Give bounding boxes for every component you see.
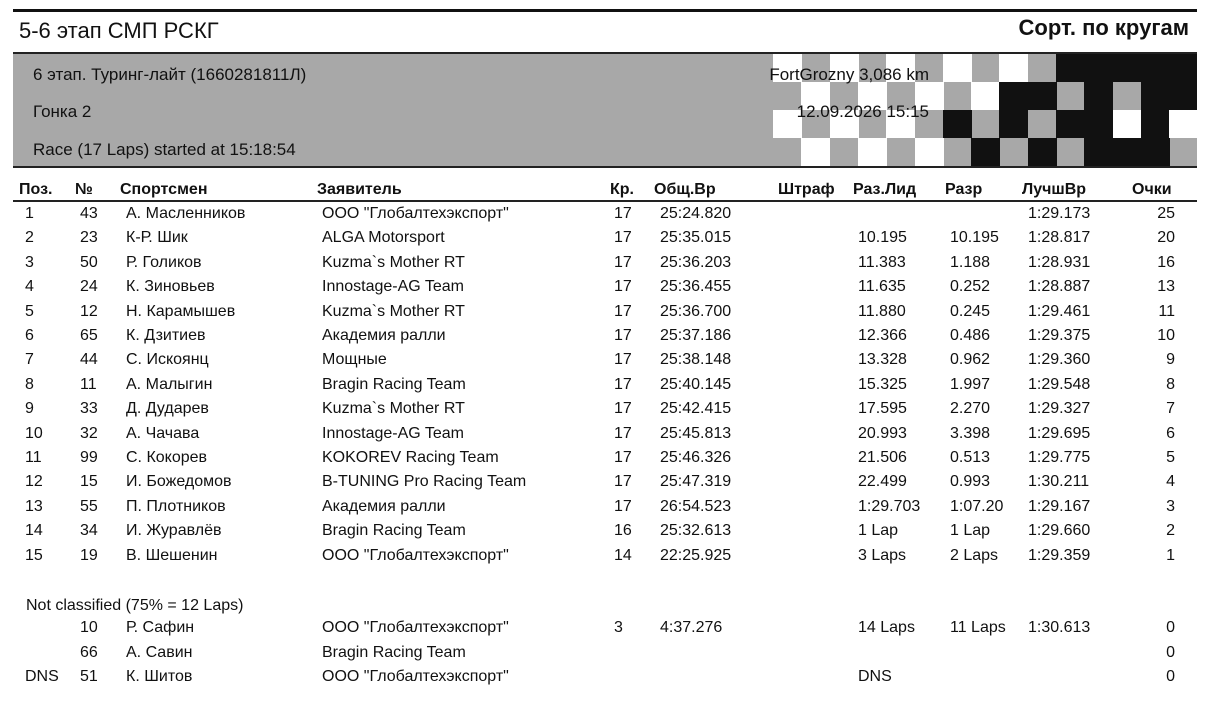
flag-cell bbox=[999, 138, 1028, 166]
result-row bbox=[0, 226, 1211, 250]
result-row bbox=[0, 495, 1211, 519]
flag-cell bbox=[1169, 110, 1197, 138]
cell-laps: 17 bbox=[614, 400, 632, 418]
flag-cell bbox=[943, 54, 972, 82]
cell-gap: 12.366 bbox=[858, 327, 907, 344]
cell-points: 13 bbox=[1157, 278, 1175, 296]
cell-team: Bragin Racing Team bbox=[322, 643, 466, 661]
cell-gap: 11.383 bbox=[858, 253, 906, 271]
cell-name: В. Шешенин bbox=[126, 546, 218, 564]
cell-pos: 8 bbox=[25, 375, 34, 393]
cell-num: 43 bbox=[80, 205, 98, 222]
result-row bbox=[0, 446, 1211, 470]
col-diff: Разр bbox=[945, 181, 983, 198]
col-pos: Поз. bbox=[19, 181, 53, 198]
race-datetime: 12.09.2026 15:15 bbox=[796, 102, 929, 121]
cell-diff: 0.513 bbox=[950, 449, 991, 466]
result-row bbox=[0, 300, 1211, 324]
cell-laps: 17 bbox=[614, 205, 632, 222]
flag-cell bbox=[830, 138, 859, 166]
cell-num: 65 bbox=[80, 327, 98, 344]
flag-cell bbox=[1141, 82, 1170, 110]
col-gap: Раз.Лид bbox=[853, 181, 917, 198]
cell-points: 25 bbox=[1157, 205, 1175, 222]
cell-best: 1:28.931 bbox=[1028, 253, 1091, 271]
cell-team: ООО "Глобалтехэкспорт" bbox=[322, 668, 509, 685]
flag-cell bbox=[1084, 82, 1113, 110]
cell-pos: 10 bbox=[25, 424, 43, 442]
flag-cell bbox=[1028, 138, 1057, 166]
cell-pos: 9 bbox=[25, 400, 34, 418]
flag-cell bbox=[1113, 110, 1142, 138]
flag-cell bbox=[858, 138, 887, 166]
cell-name: И. Божедомов bbox=[126, 473, 232, 491]
cell-best: 1:29.775 bbox=[1028, 449, 1091, 466]
cell-name: Р. Голиков bbox=[126, 253, 202, 271]
col-total: Общ.Вр bbox=[654, 181, 716, 198]
cell-points: 2 bbox=[1166, 522, 1175, 540]
cell-name: А. Савин bbox=[126, 643, 193, 661]
cell-team: ООО "Глобалтехэкспорт" bbox=[322, 619, 509, 636]
cell-diff: 0.993 bbox=[950, 473, 991, 491]
cell-num: 24 bbox=[80, 278, 98, 296]
cell-name: Н. Карамышев bbox=[126, 302, 236, 320]
cell-name: С. Кокорев bbox=[126, 449, 208, 466]
cell-points: 9 bbox=[1166, 351, 1175, 369]
cell-total: 25:35.015 bbox=[660, 229, 732, 247]
flag-cell bbox=[943, 110, 972, 138]
cell-points: 0 bbox=[1166, 643, 1175, 661]
col-penalty: Штраф bbox=[778, 181, 835, 198]
cell-num: 33 bbox=[80, 400, 98, 418]
flag-cell bbox=[999, 110, 1028, 138]
cell-pos: 12 bbox=[25, 473, 43, 491]
cell-points: 0 bbox=[1166, 619, 1175, 636]
cell-gap: 17.595 bbox=[858, 400, 907, 418]
not-classified-label: Not classified (75% = 12 Laps) bbox=[26, 597, 244, 614]
result-row bbox=[0, 544, 1211, 568]
cell-laps: 17 bbox=[614, 302, 632, 320]
cell-team: Kuzma`s Mother RT bbox=[322, 302, 465, 320]
cell-pos: 3 bbox=[25, 253, 34, 271]
flag-cell bbox=[1056, 54, 1085, 82]
cell-team: ALGA Motorsport bbox=[322, 229, 445, 247]
cell-points: 11 bbox=[1158, 302, 1175, 320]
cell-num: 55 bbox=[80, 497, 98, 515]
cell-team: B-TUNING Pro Racing Team bbox=[322, 473, 527, 491]
track-name: FortGrozny 3,086 km bbox=[769, 65, 929, 84]
cell-pos: 6 bbox=[25, 327, 34, 344]
header-rule bbox=[13, 200, 1197, 202]
cell-best: 1:30.613 bbox=[1028, 619, 1091, 636]
cell-pos: 11 bbox=[25, 449, 42, 466]
cell-best: 1:29.327 bbox=[1028, 400, 1091, 418]
cell-pos: 14 bbox=[25, 522, 43, 540]
cell-best: 1:29.548 bbox=[1028, 375, 1091, 393]
not-classified-row bbox=[0, 616, 1211, 640]
cell-best: 1:30.211 bbox=[1028, 473, 1090, 491]
sort-label: Сорт. по кругам bbox=[1018, 15, 1189, 40]
cell-best: 1:29.359 bbox=[1028, 546, 1091, 564]
cell-laps: 3 bbox=[614, 619, 623, 636]
cell-gap: 22.499 bbox=[858, 473, 907, 491]
cell-laps: 17 bbox=[614, 375, 632, 393]
cell-laps: 17 bbox=[614, 424, 632, 442]
cell-laps: 14 bbox=[614, 546, 632, 564]
cell-name: Д. Дударев bbox=[126, 400, 209, 418]
cell-laps: 17 bbox=[614, 278, 632, 296]
cell-gap: 1 Lap bbox=[858, 522, 899, 540]
cell-num: 34 bbox=[80, 522, 98, 540]
col-num: № bbox=[75, 181, 93, 198]
cell-best: 1:28.817 bbox=[1028, 229, 1091, 247]
flag-cell bbox=[1113, 82, 1142, 110]
cell-team: KOKOREV Racing Team bbox=[322, 449, 499, 466]
flag-cell bbox=[886, 138, 915, 166]
cell-name: Р. Сафин bbox=[126, 619, 195, 636]
result-row bbox=[0, 202, 1211, 226]
result-row bbox=[0, 324, 1211, 348]
result-row bbox=[0, 251, 1211, 275]
race-info-band bbox=[13, 52, 1197, 168]
not-classified-row bbox=[0, 665, 1211, 689]
flag-cell bbox=[999, 54, 1028, 82]
cell-team: Kuzma`s Mother RT bbox=[322, 253, 465, 271]
cell-gap: 11.635 bbox=[858, 278, 906, 296]
col-team: Заявитель bbox=[317, 181, 402, 198]
not-classified-row bbox=[0, 641, 1211, 665]
cell-total: 25:46.326 bbox=[660, 449, 732, 466]
cell-points: 20 bbox=[1157, 229, 1175, 247]
cell-total: 25:40.145 bbox=[660, 375, 732, 393]
race-name: 6 этап. Туринг-лайт (1660281811Л) bbox=[33, 65, 307, 84]
flag-cell bbox=[1028, 54, 1057, 82]
cell-laps: 17 bbox=[614, 327, 632, 344]
flag-cell bbox=[1113, 54, 1142, 82]
flag-cell bbox=[943, 138, 972, 166]
cell-num: 15 bbox=[80, 473, 98, 491]
cell-diff: 2.270 bbox=[950, 400, 991, 418]
cell-best: 1:29.173 bbox=[1028, 205, 1091, 222]
cell-num: 19 bbox=[80, 546, 98, 564]
cell-total: 25:47.319 bbox=[660, 473, 732, 491]
cell-best: 1:29.695 bbox=[1028, 424, 1091, 442]
cell-points: 6 bbox=[1166, 424, 1175, 442]
cell-total: 26:54.523 bbox=[660, 497, 732, 515]
cell-name: И. Журавлёв bbox=[126, 522, 222, 540]
start-info: Race (17 Laps) started at 15:18:54 bbox=[33, 140, 296, 159]
cell-best: 1:29.360 bbox=[1028, 351, 1091, 369]
result-row bbox=[0, 422, 1211, 446]
cell-num: 12 bbox=[80, 302, 98, 320]
cell-gap: 21.506 bbox=[858, 449, 907, 466]
heat-name: Гонка 2 bbox=[33, 102, 92, 121]
flag-cell bbox=[1169, 138, 1197, 166]
cell-points: 10 bbox=[1157, 327, 1175, 344]
cell-num: 23 bbox=[80, 229, 98, 247]
cell-best: 1:29.461 bbox=[1028, 302, 1091, 320]
cell-total: 25:32.613 bbox=[660, 522, 732, 540]
flag-cell bbox=[971, 110, 1000, 138]
col-points: Очки bbox=[1132, 181, 1172, 198]
cell-total: 25:36.700 bbox=[660, 302, 732, 320]
cell-pos: 1 bbox=[25, 205, 34, 222]
flag-cell bbox=[1084, 138, 1113, 166]
cell-total: 4:37.276 bbox=[660, 619, 723, 636]
flag-cell bbox=[915, 138, 944, 166]
cell-points: 7 bbox=[1166, 400, 1175, 418]
cell-best: 1:29.660 bbox=[1028, 522, 1091, 540]
cell-name: А. Малыгин bbox=[126, 375, 213, 393]
cell-team: Innostage-AG Team bbox=[322, 278, 465, 296]
cell-gap: 3 Laps bbox=[858, 546, 907, 564]
cell-total: 25:36.203 bbox=[660, 253, 732, 271]
cell-total: 25:45.813 bbox=[660, 424, 732, 442]
result-row bbox=[0, 373, 1211, 397]
flag-cell bbox=[1169, 82, 1197, 110]
table-header bbox=[0, 178, 1211, 202]
flag-cell bbox=[1169, 54, 1197, 82]
cell-num: 10 bbox=[80, 619, 98, 636]
cell-gap: DNS bbox=[858, 668, 892, 685]
cell-laps: 17 bbox=[614, 497, 632, 515]
cell-pos: 2 bbox=[25, 229, 34, 247]
cell-name: П. Плотников bbox=[126, 497, 226, 515]
flag-cell bbox=[1084, 54, 1113, 82]
cell-gap: 20.993 bbox=[858, 424, 907, 442]
flag-cell bbox=[1141, 138, 1170, 166]
cell-gap: 11.880 bbox=[858, 302, 906, 320]
cell-gap: 10.195 bbox=[858, 229, 907, 247]
cell-best: 1:29.167 bbox=[1028, 497, 1091, 515]
cell-num: 11 bbox=[80, 375, 97, 393]
cell-laps: 17 bbox=[614, 351, 632, 369]
cell-total: 25:24.820 bbox=[660, 205, 732, 222]
cell-gap: 14 Laps bbox=[858, 619, 915, 636]
cell-pos: 7 bbox=[25, 351, 34, 369]
cell-diff: 11 Laps bbox=[950, 619, 1006, 636]
cell-total: 25:42.415 bbox=[660, 400, 732, 418]
flag-cell bbox=[999, 82, 1028, 110]
cell-points: 4 bbox=[1166, 473, 1175, 491]
cell-name: К. Зиновьев bbox=[126, 278, 215, 296]
result-row bbox=[0, 470, 1211, 494]
cell-team: Академия ралли bbox=[322, 327, 446, 344]
cell-team: Bragin Racing Team bbox=[322, 522, 466, 540]
cell-laps: 17 bbox=[614, 253, 632, 271]
cell-pos: 15 bbox=[25, 546, 43, 564]
cell-pos: 13 bbox=[25, 497, 43, 515]
cell-diff: 1.188 bbox=[950, 253, 991, 271]
cell-points: 5 bbox=[1166, 449, 1175, 466]
cell-points: 0 bbox=[1166, 668, 1175, 685]
flag-cell bbox=[943, 82, 972, 110]
cell-total: 22:25.925 bbox=[660, 546, 732, 564]
col-laps: Кр. bbox=[610, 181, 634, 198]
cell-best: 1:28.887 bbox=[1028, 278, 1091, 296]
cell-team: Мощные bbox=[322, 351, 387, 369]
cell-diff: 1:07.20 bbox=[950, 497, 1004, 515]
cell-gap: 15.325 bbox=[858, 375, 907, 393]
cell-pos: DNS bbox=[25, 668, 59, 685]
flag-cell bbox=[971, 138, 1000, 166]
flag-cell bbox=[1141, 110, 1170, 138]
flag-cell bbox=[1056, 82, 1085, 110]
flag-cell bbox=[971, 82, 1000, 110]
cell-gap: 1:29.703 bbox=[858, 497, 921, 515]
col-name: Спортсмен bbox=[120, 181, 208, 198]
cell-pos: 4 bbox=[25, 278, 34, 296]
cell-num: 44 bbox=[80, 351, 98, 369]
flag-cell bbox=[1113, 138, 1142, 166]
result-row bbox=[0, 519, 1211, 543]
cell-diff: 0.245 bbox=[950, 302, 991, 320]
cell-team: Академия ралли bbox=[322, 497, 446, 515]
cell-points: 8 bbox=[1166, 375, 1175, 393]
cell-diff: 1.997 bbox=[950, 375, 991, 393]
result-row bbox=[0, 275, 1211, 299]
cell-diff: 10.195 bbox=[950, 229, 999, 247]
cell-laps: 17 bbox=[614, 473, 632, 491]
cell-diff: 1 Lap bbox=[950, 522, 991, 540]
result-row bbox=[0, 397, 1211, 421]
event-title: 5-6 этап СМП РСКГ bbox=[19, 18, 219, 43]
cell-laps: 17 bbox=[614, 229, 632, 247]
cell-team: Bragin Racing Team bbox=[322, 375, 466, 393]
flag-cell bbox=[1028, 82, 1057, 110]
cell-name: А. Масленников bbox=[126, 205, 246, 222]
cell-diff: 0.252 bbox=[950, 278, 991, 296]
flag-cell bbox=[801, 138, 830, 166]
cell-points: 1 bbox=[1166, 546, 1175, 564]
cell-pos: 5 bbox=[25, 302, 34, 320]
flag-cell bbox=[773, 138, 802, 166]
top-rule bbox=[13, 9, 1197, 12]
cell-name: К. Шитов bbox=[126, 668, 193, 685]
cell-name: К-Р. Шик bbox=[126, 229, 188, 247]
cell-num: 50 bbox=[80, 253, 98, 271]
cell-diff: 0.962 bbox=[950, 351, 991, 369]
cell-num: 99 bbox=[80, 449, 98, 466]
cell-total: 25:36.455 bbox=[660, 278, 732, 296]
cell-laps: 17 bbox=[614, 449, 632, 466]
cell-num: 66 bbox=[80, 643, 98, 661]
cell-name: К. Дзитиев bbox=[126, 327, 206, 344]
flag-cell bbox=[1056, 110, 1085, 138]
result-row bbox=[0, 348, 1211, 372]
flag-cell bbox=[971, 54, 1000, 82]
cell-total: 25:38.148 bbox=[660, 351, 732, 369]
cell-team: ООО "Глобалтехэкспорт" bbox=[322, 546, 509, 564]
cell-best: 1:29.375 bbox=[1028, 327, 1091, 344]
cell-points: 16 bbox=[1157, 253, 1175, 271]
cell-name: С. Искоянц bbox=[126, 351, 209, 369]
cell-team: Kuzma`s Mother RT bbox=[322, 400, 465, 418]
cell-points: 3 bbox=[1166, 497, 1175, 515]
cell-name: А. Чачава bbox=[126, 424, 200, 442]
flag-cell bbox=[1084, 110, 1113, 138]
flag-cell bbox=[1056, 138, 1085, 166]
cell-team: Innostage-AG Team bbox=[322, 424, 465, 442]
cell-total: 25:37.186 bbox=[660, 327, 732, 344]
cell-num: 51 bbox=[80, 668, 98, 685]
cell-laps: 16 bbox=[614, 522, 632, 540]
cell-diff: 0.486 bbox=[950, 327, 991, 344]
cell-num: 32 bbox=[80, 424, 98, 442]
flag-cell bbox=[1028, 110, 1057, 138]
cell-gap: 13.328 bbox=[858, 351, 907, 369]
cell-diff: 2 Laps bbox=[950, 546, 999, 564]
flag-cell bbox=[1141, 54, 1170, 82]
col-best: ЛучшВр bbox=[1022, 181, 1087, 198]
cell-diff: 3.398 bbox=[950, 424, 991, 442]
cell-team: ООО "Глобалтехэкспорт" bbox=[322, 205, 509, 222]
